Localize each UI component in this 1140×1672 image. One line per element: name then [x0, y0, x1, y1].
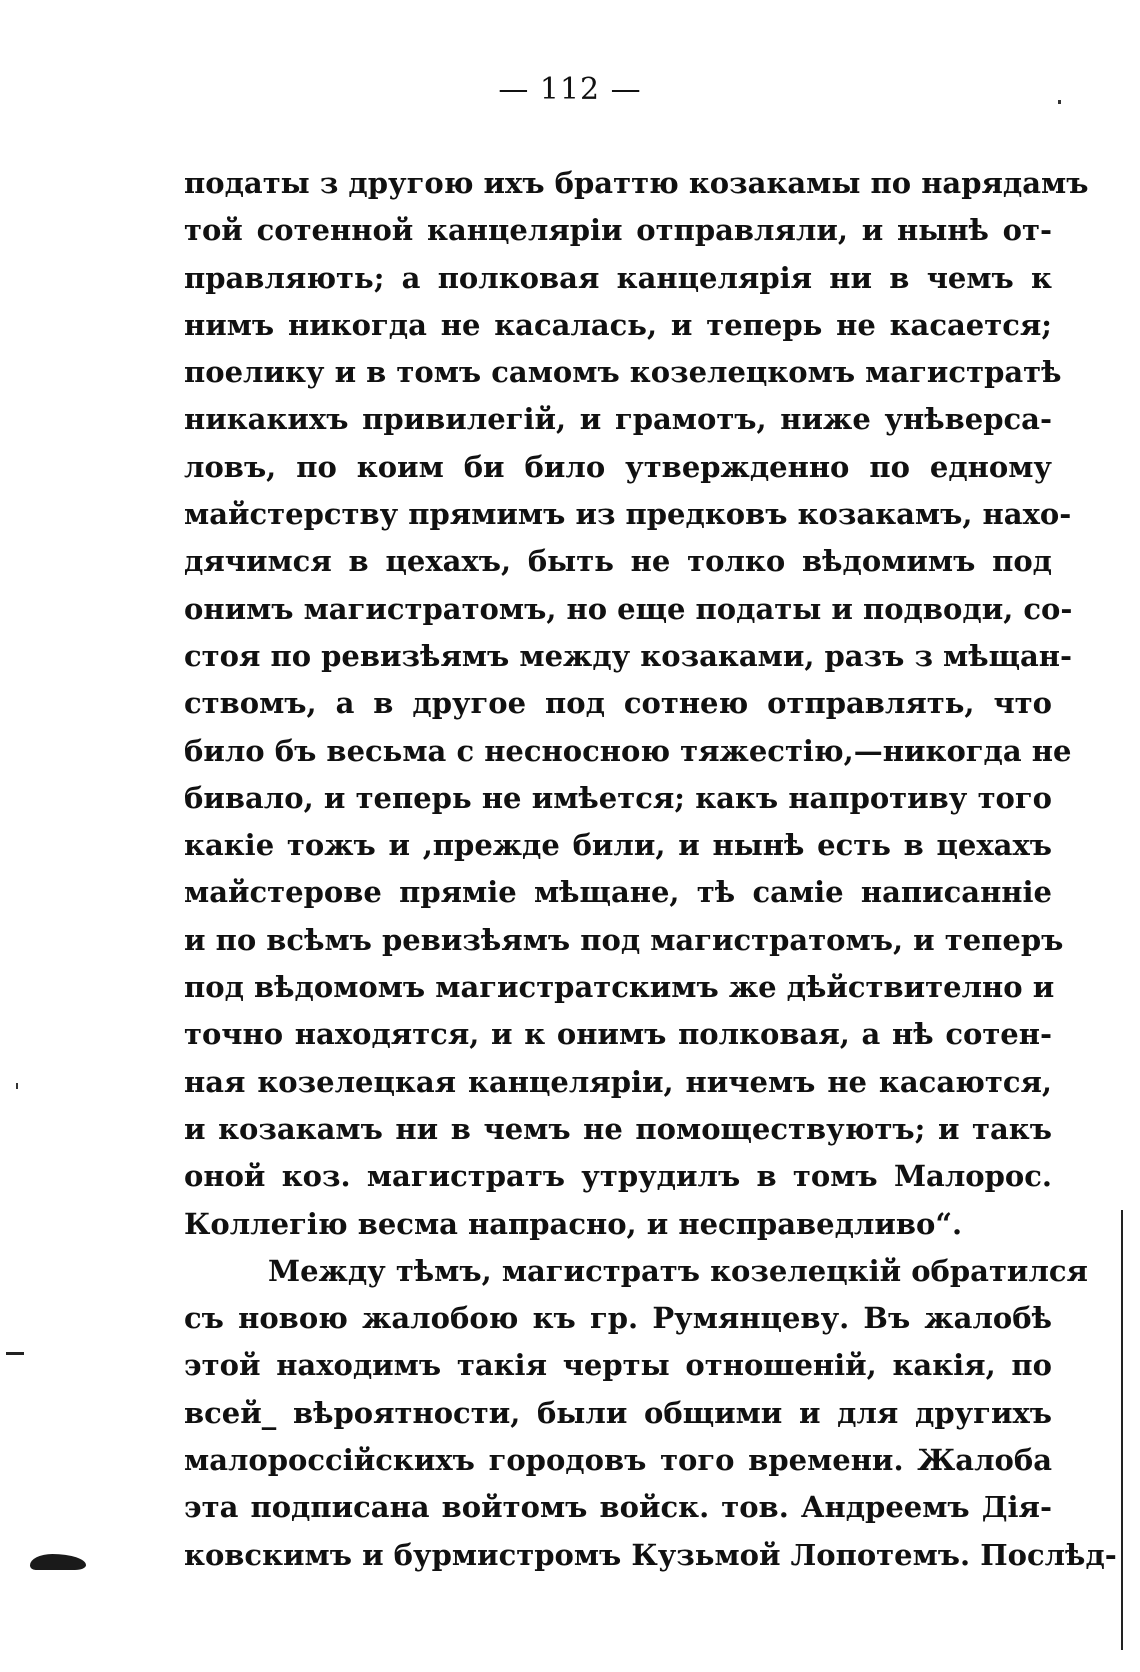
text-line: било бъ весьма с несносною тяжестію,—никогда не	[184, 733, 1072, 768]
text-line: майстерове пряміе мѣщане, тѣ саміе написанніе	[184, 875, 1052, 910]
text-line: поелику и в томъ самомъ козелецкомъ магистратѣ	[184, 355, 1062, 390]
text-line: и по всѣмъ ревизѣямъ под магистратомъ, и теперъ	[184, 922, 1064, 957]
speck-mark	[16, 1083, 18, 1089]
paragraph-end-line: Коллегію весма напрасно, и несправедливо“.	[184, 1206, 963, 1241]
text-line: никакихъ привилегій, и грамотъ, ниже унѣверса-	[184, 402, 1052, 437]
text-line: нимъ никогда не касалась, и теперь не касается;	[184, 307, 1052, 342]
text-line: стоя по ревизѣямъ между козаками, разъ з мѣщан-	[184, 638, 1073, 673]
text-line: малороссійскихъ городовъ того времени. Жалоба	[184, 1443, 1052, 1478]
text-line: ствомъ, а в другое под сотнею отправлять, что	[184, 686, 1052, 721]
text-line: ловъ, по коим би било утвержденно по едному	[184, 449, 1052, 484]
text-line: под вѣдомомъ магистратскимъ же дѣйствително и	[184, 970, 1055, 1005]
text-line: эта подписана войтомъ войск. тов. Андреемъ Дія-	[184, 1490, 1052, 1525]
text-line: какіе тожъ и ,прежде били, и нынѣ есть в цехахъ	[184, 828, 1052, 863]
text-line: бивало, и теперь не имѣется; какъ напротиву того	[184, 780, 1052, 815]
text-line: всей_ вѣроятности, были общими и для другихъ	[184, 1395, 1052, 1430]
text-line: ковскимъ и бурмистромъ Кузьмой Лопотемъ. Послѣд-	[184, 1537, 1117, 1572]
text-line: точно находятся, и к онимъ полковая, а нѣ сотен-	[184, 1017, 1052, 1052]
margin-mark	[6, 1352, 24, 1355]
paragraph-start-line: Между тѣмъ, магистратъ козелецкій обратился	[268, 1253, 1088, 1288]
text-line: и козакамъ ни в чемъ не помоществуютъ; и такъ	[184, 1111, 1052, 1146]
text-line: этой находимъ такія черты отношеній, какія, по	[184, 1348, 1052, 1383]
text-line: онимъ магистратомъ, но еще податы и подводи, со-	[184, 591, 1073, 626]
text-line: податы з другою ихъ браттю козакамы по нарядамъ	[184, 166, 1089, 200]
text-line: майстерству прямимъ из предковъ козакамъ, нахо-	[184, 497, 1072, 532]
text-line: правляють; а полковая канцелярія ни в чемъ к	[184, 260, 1052, 295]
speck-mark	[1058, 100, 1061, 104]
text-line: съ новою жалобою къ гр. Румянцеву. Въ жалобѣ	[184, 1301, 1052, 1336]
body-text	[184, 160, 1117, 1579]
text-line: ная козелецкая канцеляріи, ничемъ не касаются,	[184, 1064, 1052, 1099]
text-line: той сотенной канцеляріи отправляли, и нынѣ от-	[184, 213, 1052, 248]
scan-edge-rule	[1121, 1210, 1123, 1650]
ink-smudge	[30, 1554, 86, 1570]
text-line: оной коз. магистратъ утрудилъ в томъ Малорос.	[184, 1159, 1052, 1194]
page-number: — 112 —	[498, 72, 642, 107]
text-line: дячимся в цехахъ, быть не толко вѣдомимъ под	[184, 544, 1052, 579]
